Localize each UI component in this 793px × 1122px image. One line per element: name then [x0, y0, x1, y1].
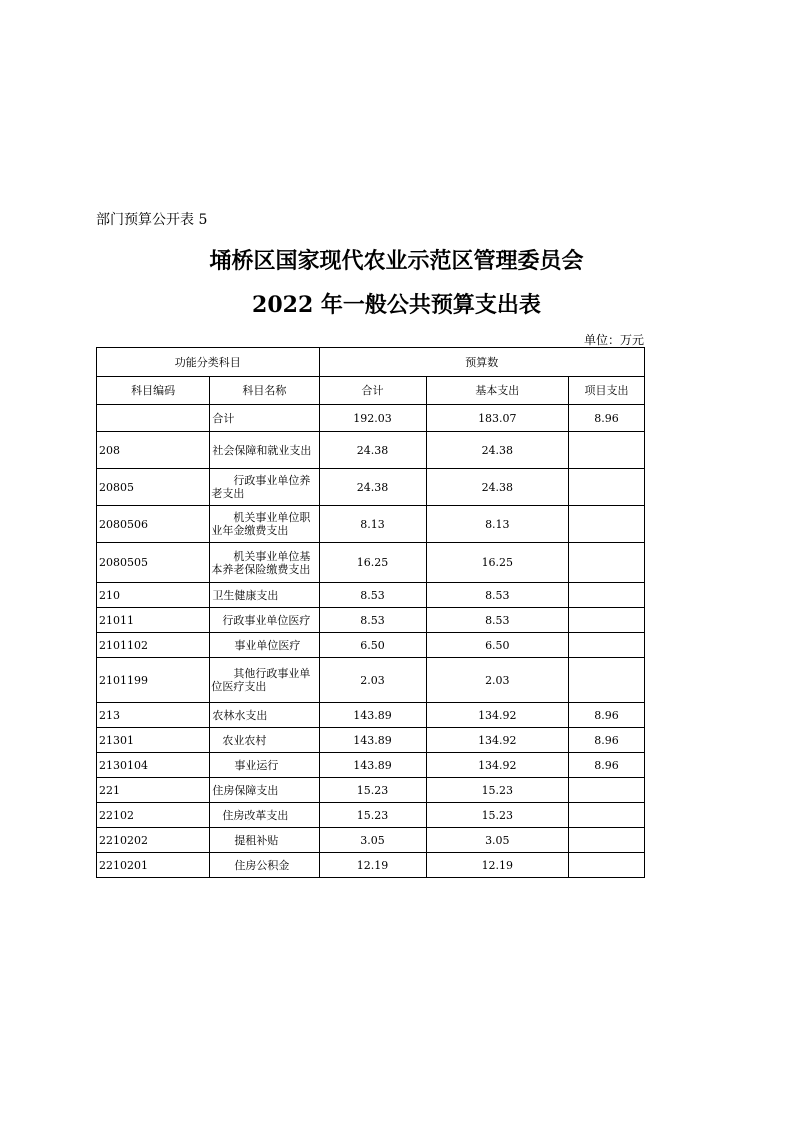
row-project	[569, 853, 645, 878]
total-row-name: 合计	[210, 405, 319, 432]
table-row	[97, 583, 645, 608]
row-total: 24.38	[319, 432, 426, 469]
column-header-name: 科目名称	[210, 377, 319, 405]
row-project: 8.96	[569, 728, 645, 753]
row-code: 20805	[97, 469, 210, 506]
budget-group-header: 预算数	[319, 348, 645, 377]
row-name: 卫生健康支出	[210, 583, 319, 608]
row-name: 行政事业单位养老支出	[210, 469, 319, 506]
column-header-total: 合计	[319, 377, 426, 405]
budget-table	[96, 347, 645, 878]
document-title-line1: 埇桥区国家现代农业示范区管理委员会	[209, 248, 584, 274]
row-code: 2130104	[97, 753, 210, 778]
unit-label: 单位：万元	[583, 333, 644, 347]
row-basic: 24.38	[426, 469, 568, 506]
row-basic: 12.19	[426, 853, 568, 878]
row-total: 8.53	[319, 608, 426, 633]
row-basic: 2.03	[426, 658, 568, 703]
row-name: 社会保障和就业支出	[210, 432, 319, 469]
row-basic: 8.53	[426, 583, 568, 608]
row-project	[569, 828, 645, 853]
total-row-total: 192.03	[319, 405, 426, 432]
table-row	[97, 753, 645, 778]
row-code: 22102	[97, 803, 210, 828]
table-row	[97, 828, 645, 853]
row-project	[569, 469, 645, 506]
table-row	[97, 853, 645, 878]
row-name: 机关事业单位基本养老保险缴费支出	[210, 543, 319, 583]
table-row	[97, 633, 645, 658]
row-total: 12.19	[319, 853, 426, 878]
row-basic: 134.92	[426, 728, 568, 753]
row-total: 143.89	[319, 753, 426, 778]
group-header-row	[97, 348, 645, 377]
column-header-basic: 基本支出	[426, 377, 568, 405]
table-row	[97, 778, 645, 803]
row-basic: 134.92	[426, 753, 568, 778]
row-name: 机关事业单位职业年金缴费支出	[210, 506, 319, 543]
row-total: 143.89	[319, 728, 426, 753]
table-row	[97, 432, 645, 469]
table-row	[97, 608, 645, 633]
row-name: 住房改革支出	[210, 803, 319, 828]
table-row	[97, 803, 645, 828]
row-project	[569, 432, 645, 469]
table-row	[97, 506, 645, 543]
table-row	[97, 543, 645, 583]
row-basic: 15.23	[426, 803, 568, 828]
row-name: 行政事业单位医疗	[210, 608, 319, 633]
table-row	[97, 728, 645, 753]
row-project: 8.96	[569, 703, 645, 728]
row-total: 143.89	[319, 703, 426, 728]
row-total: 24.38	[319, 469, 426, 506]
column-header-project: 项目支出	[569, 377, 645, 405]
row-total: 8.13	[319, 506, 426, 543]
row-basic: 8.13	[426, 506, 568, 543]
row-project	[569, 803, 645, 828]
row-name: 事业运行	[210, 753, 319, 778]
row-name: 事业单位医疗	[210, 633, 319, 658]
row-code: 221	[97, 778, 210, 803]
row-name: 住房公积金	[210, 853, 319, 878]
row-basic: 16.25	[426, 543, 568, 583]
row-project: 8.96	[569, 753, 645, 778]
row-total: 15.23	[319, 778, 426, 803]
row-code: 2101199	[97, 658, 210, 703]
row-name: 农林水支出	[210, 703, 319, 728]
row-name: 其他行政事业单位医疗支出	[210, 658, 319, 703]
row-basic: 15.23	[426, 778, 568, 803]
row-basic: 134.92	[426, 703, 568, 728]
row-code: 2210202	[97, 828, 210, 853]
row-name: 住房保障支出	[210, 778, 319, 803]
row-code: 2080505	[97, 543, 210, 583]
row-basic: 8.53	[426, 608, 568, 633]
row-code: 2080506	[97, 506, 210, 543]
column-header-row	[97, 377, 645, 405]
row-total: 8.53	[319, 583, 426, 608]
row-project	[569, 658, 645, 703]
row-project	[569, 608, 645, 633]
row-project	[569, 506, 645, 543]
row-total: 2.03	[319, 658, 426, 703]
row-code: 21301	[97, 728, 210, 753]
row-code: 208	[97, 432, 210, 469]
row-total: 16.25	[319, 543, 426, 583]
table-row	[97, 703, 645, 728]
row-project	[569, 543, 645, 583]
row-total: 15.23	[319, 803, 426, 828]
row-total: 3.05	[319, 828, 426, 853]
document-title-line2: 2022 年一般公共预算支出表	[252, 292, 541, 318]
column-header-code: 科目编码	[97, 377, 210, 405]
total-row-project: 8.96	[569, 405, 645, 432]
row-project	[569, 583, 645, 608]
row-project	[569, 633, 645, 658]
row-code: 213	[97, 703, 210, 728]
row-basic: 24.38	[426, 432, 568, 469]
total-row-basic: 183.07	[426, 405, 568, 432]
row-code: 21011	[97, 608, 210, 633]
row-project	[569, 778, 645, 803]
document-label: 部门预算公开表 5	[96, 212, 208, 228]
row-code: 210	[97, 583, 210, 608]
row-name: 提租补贴	[210, 828, 319, 853]
total-row-code	[97, 405, 210, 432]
row-name: 农业农村	[210, 728, 319, 753]
row-code: 2210201	[97, 853, 210, 878]
total-row	[97, 405, 645, 432]
row-code: 2101102	[97, 633, 210, 658]
table-row	[97, 469, 645, 506]
table-row	[97, 658, 645, 703]
row-total: 6.50	[319, 633, 426, 658]
row-basic: 6.50	[426, 633, 568, 658]
functional-group-header: 功能分类科目	[97, 348, 320, 377]
row-basic: 3.05	[426, 828, 568, 853]
